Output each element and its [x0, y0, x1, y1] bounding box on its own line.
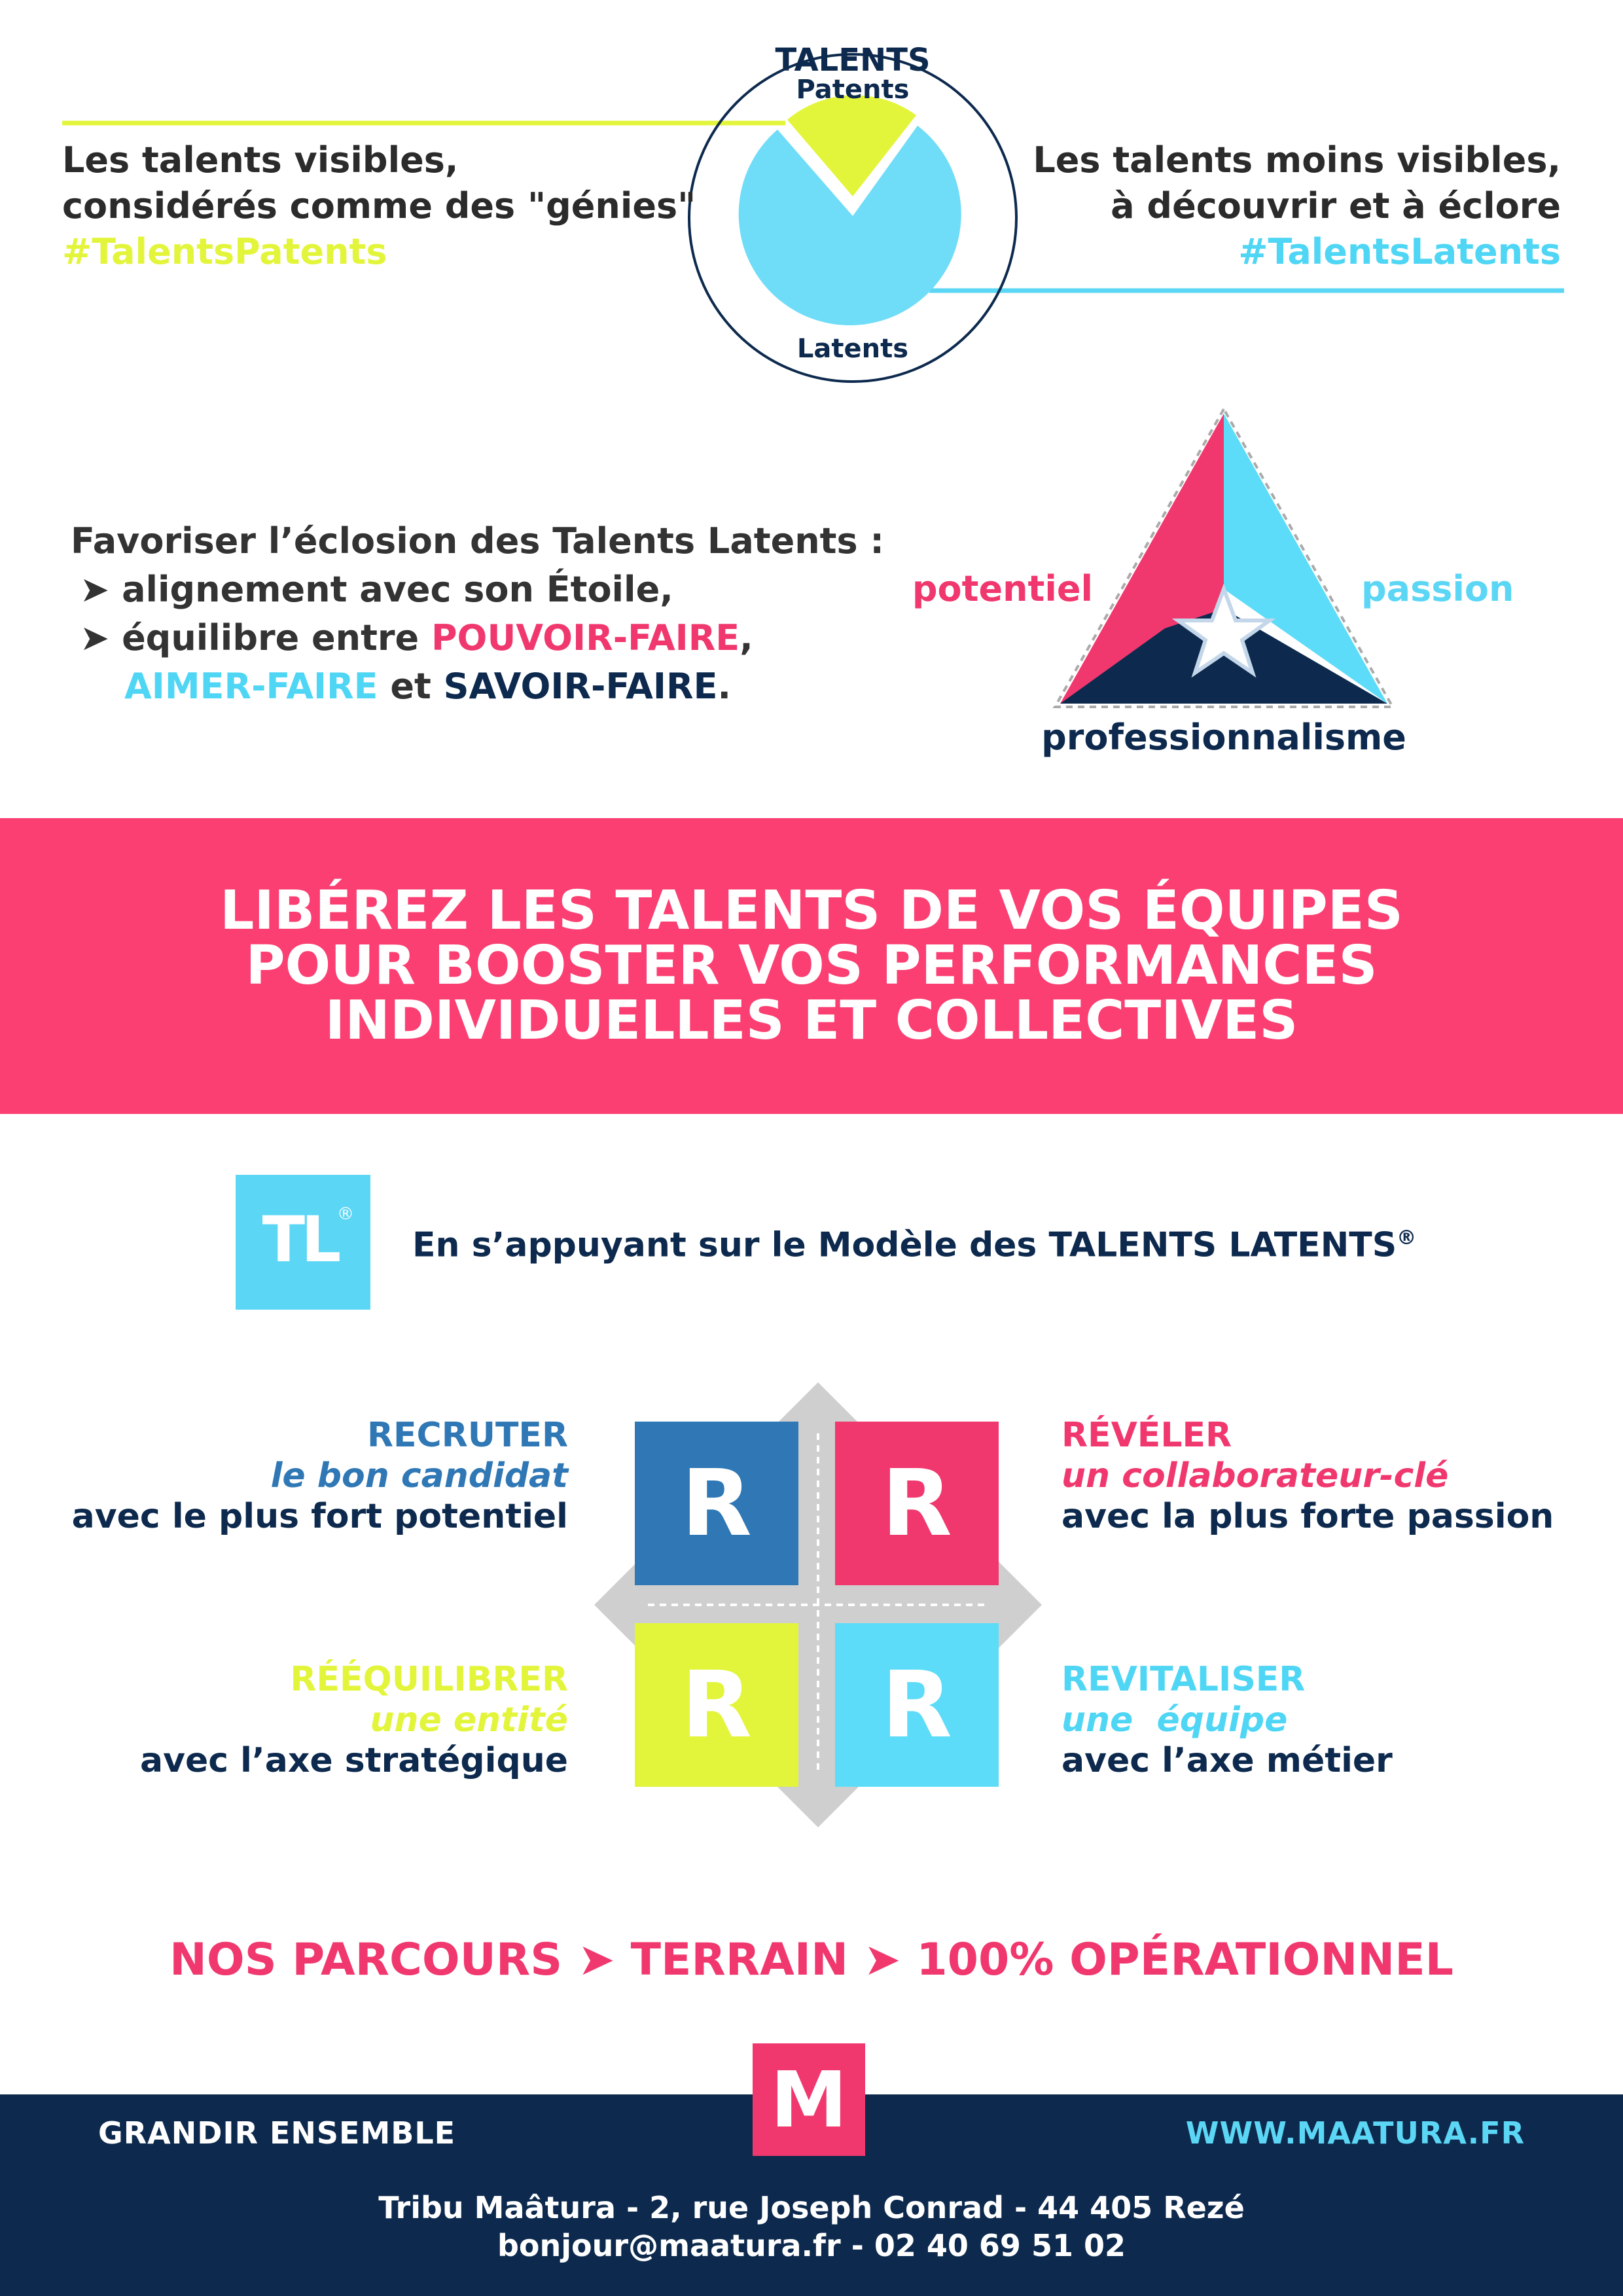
circle-latents-label: Latents: [796, 334, 909, 364]
visible-talents-text: [62, 137, 696, 275]
footer-address: Tribu Maâtura - 2, rue Joseph Conrad - 44 405 Rezé: [378, 2190, 1245, 2225]
parcours-part3: 100% OPÉRATIONNEL: [916, 1934, 1454, 1986]
banner-headline: [0, 880, 1623, 1052]
banner-line1: LIBÉREZ LES TALENTS DE VOS ÉQUIPES: [220, 880, 1403, 942]
bullet-arrow-icon: ➤: [80, 617, 110, 658]
r-box-recruter: R: [635, 1422, 798, 1585]
reequilibrer-sub: une entité: [370, 1700, 568, 1740]
period: .: [717, 666, 732, 707]
tl-logo-letters: TL: [262, 1203, 338, 1276]
triangle-bottom-label: professionnalisme: [1041, 717, 1406, 758]
favoriser-item-1: [71, 565, 884, 614]
visible-talents-line1: Les talents visibles,: [62, 139, 459, 181]
footer-address-block: [0, 2189, 1623, 2265]
banner-line2: POUR BOOSTER VOS PERFORMANCES: [245, 935, 1378, 997]
favoriser-title: Favoriser l’éclosion des Talents Latents :: [71, 520, 885, 562]
model-registered: ®: [1397, 1227, 1417, 1249]
revitaliser-desc: avec l’axe métier: [1061, 1741, 1393, 1780]
tl-logo: [236, 1175, 370, 1310]
favoriser-block: [71, 517, 884, 711]
talents-patents-hashtag: #TalentsPatents: [62, 231, 387, 272]
parcours-part2: TERRAIN: [630, 1934, 848, 1986]
circle-top-label: TALENTS: [775, 42, 931, 79]
talents-latents-hashtag: #TalentsLatents: [1238, 231, 1561, 272]
reequilibrer-desc: avec l’axe stratégique: [140, 1741, 568, 1780]
parcours-part1: NOS PARCOURS: [169, 1934, 563, 1986]
et-word: et: [378, 666, 444, 707]
triangle-left-label: potentiel: [912, 568, 1093, 609]
hero-banner: [0, 818, 1623, 1114]
bullet-arrow-icon: ➤: [80, 569, 110, 610]
footer-contact[interactable]: bonjour@maatura.fr - 02 40 69 51 02: [497, 2228, 1126, 2263]
favoriser-item-2-prefix: équilibre entre: [122, 617, 431, 658]
r-box-revitaliser: R: [835, 1623, 999, 1787]
favoriser-item-2-cont: [71, 662, 884, 711]
reveler-sub: un collaborateur-clé: [1061, 1456, 1449, 1496]
hidden-talents-line2: à découvrir et à éclore: [1111, 185, 1561, 226]
comma: ,: [740, 617, 753, 658]
footer-slogan: GRANDIR ENSEMBLE: [98, 2115, 456, 2151]
circle-patents-label: Patents: [796, 75, 910, 105]
cross-down-arrow: [772, 1782, 864, 1827]
visible-talents-line2: considérés comme des "génies": [62, 185, 696, 226]
r-box-reequilibrer: R: [635, 1623, 798, 1787]
tl-logo-mark: [236, 1175, 370, 1310]
recruter-title: RECRUTER: [366, 1416, 568, 1455]
footer-website-link[interactable]: WWW.MAATURA.FR: [1185, 2115, 1525, 2151]
arrow-icon: ➤: [577, 1934, 615, 1986]
model-statement-text: En s’appuyant sur le Modèle des TALENTS LATENTS: [412, 1225, 1397, 1265]
reveler-title: RÉVÉLER: [1061, 1416, 1232, 1455]
reveler-label: [1061, 1415, 1554, 1537]
pouvoir-faire: POUVOIR-FAIRE: [431, 617, 740, 658]
triangle-right-label: passion: [1361, 568, 1514, 609]
recruter-desc: avec le plus fort potentiel: [71, 1497, 568, 1536]
maatura-logo: M: [753, 2043, 865, 2156]
reequilibrer-label: [140, 1659, 568, 1781]
aimer-faire: AIMER-FAIRE: [124, 666, 378, 707]
revitaliser-title: REVITALISER: [1061, 1660, 1306, 1699]
savoir-faire: SAVOIR-FAIRE: [443, 666, 718, 707]
cross-right-arrow: [996, 1559, 1042, 1651]
tl-logo-registered: ®: [337, 1204, 354, 1224]
hidden-talents-text: [1033, 137, 1561, 275]
reveler-desc: avec la plus forte passion: [1061, 1497, 1554, 1536]
triangle-diagram: [903, 393, 1514, 772]
recruter-label: [72, 1415, 568, 1537]
banner-line3: INDIVIDUELLES ET COLLECTIVES: [325, 990, 1298, 1052]
reequilibrer-title: RÉÉQUILIBRER: [290, 1660, 568, 1699]
favoriser-item-1-text: alignement avec son Étoile,: [122, 569, 673, 610]
recruter-sub: le bon candidat: [270, 1456, 568, 1496]
cross-left-arrow: [594, 1559, 640, 1651]
arrow-icon: ➤: [863, 1934, 901, 1986]
favoriser-item-2: [71, 614, 884, 662]
model-statement: [412, 1217, 1416, 1266]
revitaliser-label: [1061, 1659, 1393, 1781]
revitaliser-sub: une équipe: [1061, 1700, 1288, 1740]
r-box-reveler: R: [835, 1422, 999, 1585]
hidden-talents-line1: Les talents moins visibles,: [1033, 139, 1561, 181]
parcours-tagline: [0, 1934, 1623, 1986]
